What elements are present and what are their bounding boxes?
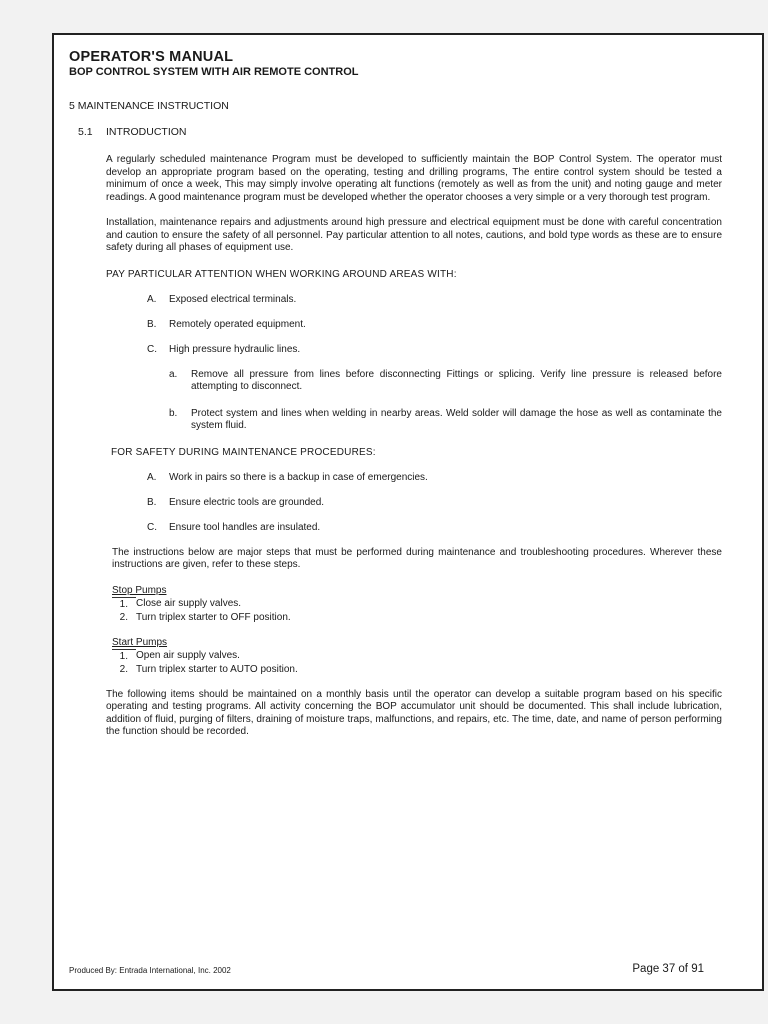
document-subtitle: BOP CONTROL SYSTEM WITH AIR REMOTE CONTROL <box>69 66 359 78</box>
list-marker: A. <box>147 471 157 483</box>
subsection-title: INTRODUCTION <box>106 126 187 138</box>
manual-page <box>52 33 764 991</box>
sub-list-marker: b. <box>169 407 178 419</box>
list-item <box>147 294 722 305</box>
start-pumps-procedure <box>112 636 722 676</box>
step-text: Close air supply valves. <box>136 597 242 609</box>
intro-paragraph-1: A regularly scheduled maintenance Program must be developed to sufficiently maintain the BOP Control System. The operator must develop an appropriate program based on the operating, testing and drilling programs, The entire control system should be tested a minimum of once a week, This may simply involve operating alt functions (remotely as well as from the unit) and noting gauge and meter readings. A good maintenance program must be developed whether the operator chooses a very simple or a very thorough test program. <box>106 154 722 203</box>
section-heading: 5 MAINTENANCE INSTRUCTION <box>69 100 229 112</box>
step-number: 1. <box>112 649 136 663</box>
procedure-step <box>112 611 722 624</box>
list-item <box>147 472 722 483</box>
procedure-title: Stop Pumps <box>112 584 167 596</box>
attention-list <box>147 294 722 355</box>
footer-producer: Produced By: Entrada International, Inc. 2002 <box>69 966 231 975</box>
list-item-text: Ensure electric tools are grounded. <box>169 496 325 508</box>
sub-list-text: Remove all pressure from lines before disconnecting Fittings or splicing. Verify line pressure is released before attempting to disconnect. <box>191 368 722 392</box>
list-marker: B. <box>147 496 157 508</box>
list-item <box>147 522 722 533</box>
stop-pumps-procedure <box>112 584 722 624</box>
procedure-title: Start Pumps <box>112 636 168 648</box>
subsection-heading <box>69 126 722 138</box>
list-marker: C. <box>147 521 157 533</box>
page-content <box>69 49 722 739</box>
safety-list <box>147 472 722 533</box>
monthly-maintenance-paragraph: The following items should be maintained on a monthly basis until the operator can develop a suitable program based on his specific operating and testing programs. All activity concerning the BOP accumulator unit should be documented. This shall include lubrication, addition of fluid, purging of filters, draining of moisture traps, malfunctions, and repairs, etc. The time, date, and name of person performing the function should be recorded. <box>106 688 722 737</box>
sub-list-text: Protect system and lines when welding in nearby areas. Weld solder will damage the hose as well as contaminate the system fluid. <box>191 407 722 431</box>
step-number: 2. <box>119 663 128 675</box>
step-number: 2. <box>119 611 128 623</box>
list-item-text: Remotely operated equipment. <box>169 318 306 330</box>
subsection-number: 5.1 <box>78 126 93 138</box>
list-item-text: Exposed electrical terminals. <box>169 293 297 305</box>
list-item-text: Work in pairs so there is a backup in case of emergencies. <box>169 471 428 483</box>
instructions-paragraph: The instructions below are major steps that must be performed during maintenance and troubleshooting procedures. Wherever these instructions are given, refer to these steps. <box>112 546 722 570</box>
intro-paragraph-2: Installation, maintenance repairs and adjustments around high pressure and electrical equipment must be done with careful concentration and caution to ensure the safety of all personnel. Pay particular attention to all notes, cautions, and bold type words as these are to ensure safety during all phases of equipment use. <box>106 217 722 253</box>
attention-heading: PAY PARTICULAR ATTENTION WHEN WORKING AROUND AREAS WITH: <box>106 268 457 280</box>
step-text: Turn triplex starter to OFF position. <box>136 611 291 623</box>
step-text: Open air supply valves. <box>136 649 240 661</box>
sub-list-item <box>169 369 722 394</box>
list-item <box>147 344 722 355</box>
document-title: OPERATOR'S MANUAL <box>69 49 234 65</box>
list-marker: A. <box>147 293 157 305</box>
safety-heading: FOR SAFETY DURING MAINTENANCE PROCEDURES: <box>111 446 376 458</box>
footer-page-number: Page 37 of 91 <box>632 963 704 975</box>
procedure-step <box>112 597 722 611</box>
list-item-text: High pressure hydraulic lines. <box>169 343 301 355</box>
list-item-text: Ensure tool handles are insulated. <box>169 521 321 533</box>
list-marker: C. <box>147 343 157 355</box>
step-text: Turn triplex starter to AUTO position. <box>136 663 298 675</box>
procedure-step <box>112 649 722 663</box>
list-item <box>147 497 722 508</box>
list-item <box>147 319 722 330</box>
sub-list-marker: a. <box>169 368 178 380</box>
sub-list-item <box>169 408 722 433</box>
procedure-step <box>112 663 722 676</box>
step-number: 1. <box>112 597 136 611</box>
list-marker: B. <box>147 318 157 330</box>
